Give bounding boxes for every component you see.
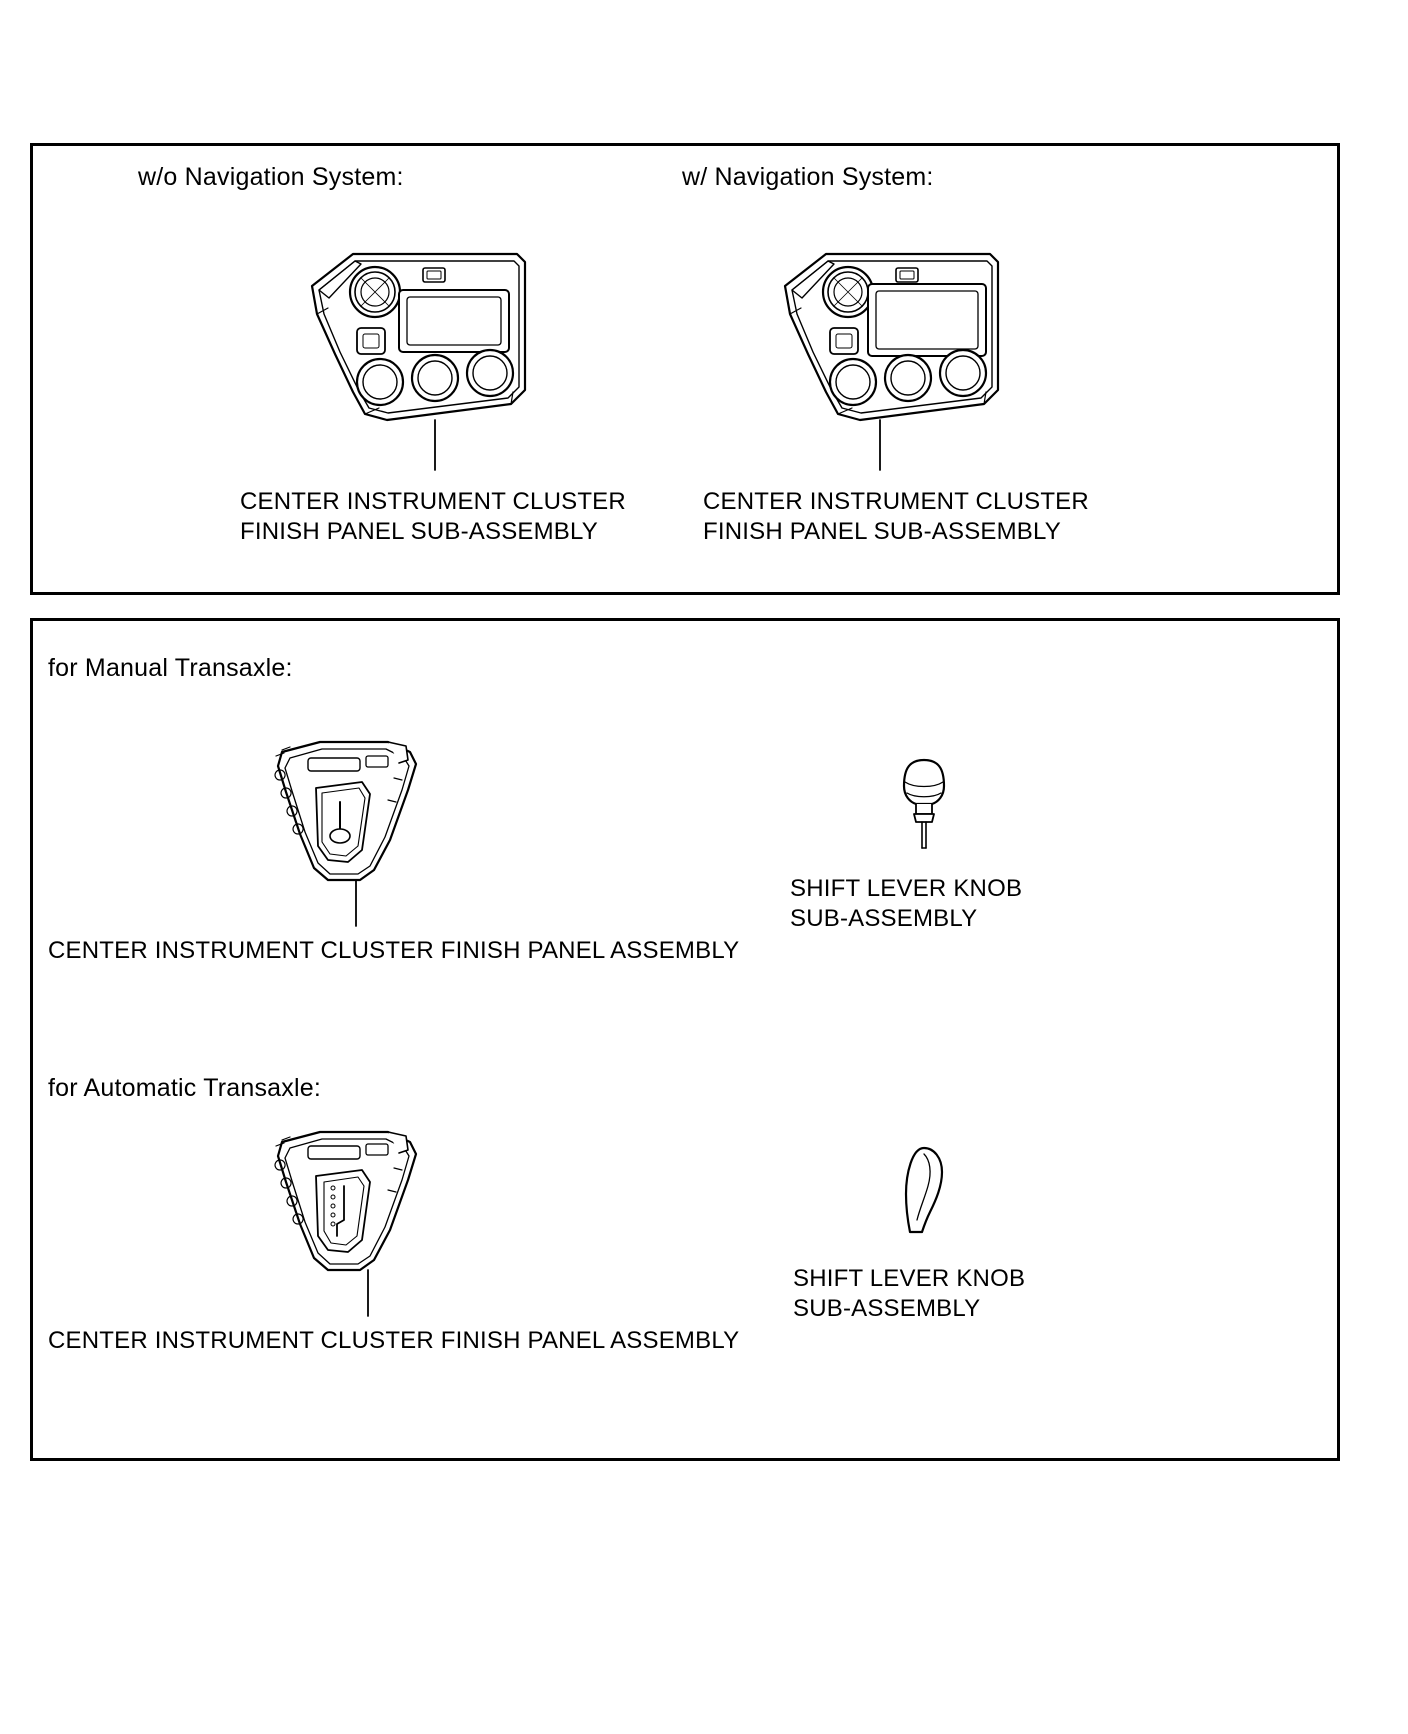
callout-line-1: CENTER INSTRUMENT CLUSTER FINISH PANEL ASSEMBLY bbox=[48, 937, 740, 964]
callout-cluster-sub-assembly-w-nav bbox=[703, 487, 1089, 547]
shift-lever-knob-automatic-illustration bbox=[880, 1142, 970, 1252]
callout-cluster-sub-assembly-wo-nav bbox=[240, 487, 626, 547]
center-cluster-panel-wo-nav-illustration bbox=[295, 242, 545, 492]
center-cluster-panel-w-nav-illustration bbox=[768, 242, 1018, 492]
shift-lever-knob-manual-illustration bbox=[880, 752, 970, 862]
callout-line-2: SUB-ASSEMBLY bbox=[790, 905, 978, 932]
console-finish-panel-manual-illustration bbox=[258, 730, 448, 960]
callout-shift-lever-knob-automatic bbox=[793, 1264, 1025, 1324]
callout-line-1: SHIFT LEVER KNOB bbox=[793, 1265, 1026, 1292]
callout-cluster-assembly-manual bbox=[48, 936, 739, 966]
callout-shift-lever-knob-manual bbox=[790, 874, 1022, 934]
callout-line-1: CENTER INSTRUMENT CLUSTER FINISH PANEL ASSEMBLY bbox=[48, 1327, 740, 1354]
callout-line-2: FINISH PANEL SUB-ASSEMBLY bbox=[703, 518, 1061, 545]
console-finish-panel-automatic-illustration bbox=[258, 1120, 448, 1350]
callout-line-1: CENTER INSTRUMENT CLUSTER bbox=[703, 488, 1089, 515]
callout-line-2: FINISH PANEL SUB-ASSEMBLY bbox=[240, 518, 598, 545]
callout-line-2: SUB-ASSEMBLY bbox=[793, 1295, 981, 1322]
callout-line-1: CENTER INSTRUMENT CLUSTER bbox=[240, 488, 626, 515]
heading-without-navigation: w/o Navigation System: bbox=[138, 163, 404, 191]
heading-automatic-transaxle: for Automatic Transaxle: bbox=[48, 1074, 321, 1102]
navigation-system-variants-panel bbox=[30, 143, 1340, 595]
callout-line-1: SHIFT LEVER KNOB bbox=[790, 875, 1023, 902]
heading-manual-transaxle: for Manual Transaxle: bbox=[48, 654, 293, 682]
callout-cluster-assembly-automatic bbox=[48, 1326, 739, 1356]
heading-with-navigation: w/ Navigation System: bbox=[682, 163, 934, 191]
